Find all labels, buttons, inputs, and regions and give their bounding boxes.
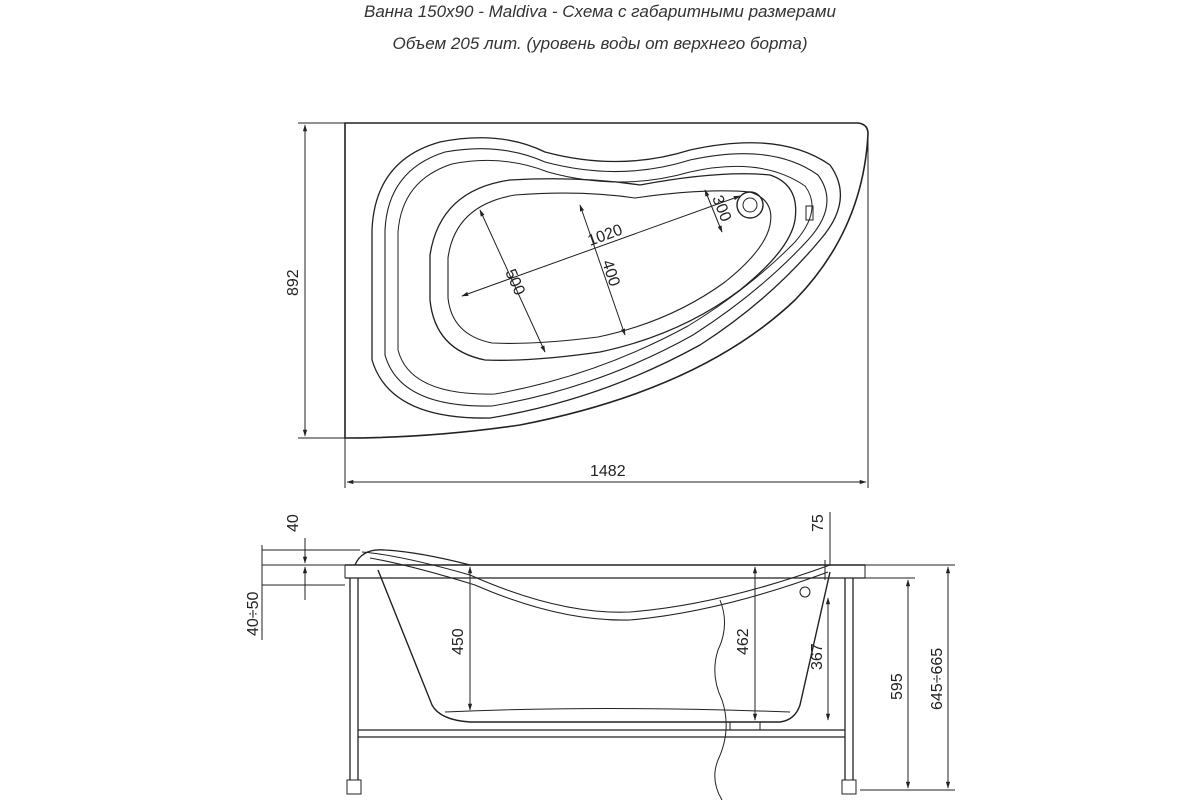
dim-drain-zone: 300 (708, 193, 735, 225)
bowl-profile (378, 570, 830, 722)
dim-frame-height: 595 (889, 673, 906, 700)
dim-depth: 892 (285, 269, 302, 296)
diagram-subtitle: Объем 205 лит. (уровень воды от верхнего борта) (392, 34, 808, 53)
diagram-title: Ванна 150х90 - Maldiva - Схема с габаритными размерами (364, 2, 836, 21)
dim-inner-width-mid: 400 (598, 257, 623, 289)
dim-bowl-depth-mid: 462 (735, 628, 752, 655)
dim-drain-height: 367 (809, 643, 826, 670)
overflow-icon (800, 587, 810, 597)
dim-rim-offset: 40÷50 (245, 591, 262, 636)
dim-bowl-depth: 450 (450, 628, 467, 655)
dim-rim: 40 (285, 514, 302, 532)
dim-inner-width-left: 500 (501, 266, 528, 299)
dim-total-height: 645÷665 (929, 647, 946, 710)
side-view (245, 512, 955, 800)
dim-width: 1482 (590, 463, 626, 480)
dim-right-rim: 75 (810, 514, 827, 532)
top-view (285, 123, 868, 488)
drain-icon (737, 192, 763, 218)
dim-inner-length: 1020 (585, 221, 625, 250)
